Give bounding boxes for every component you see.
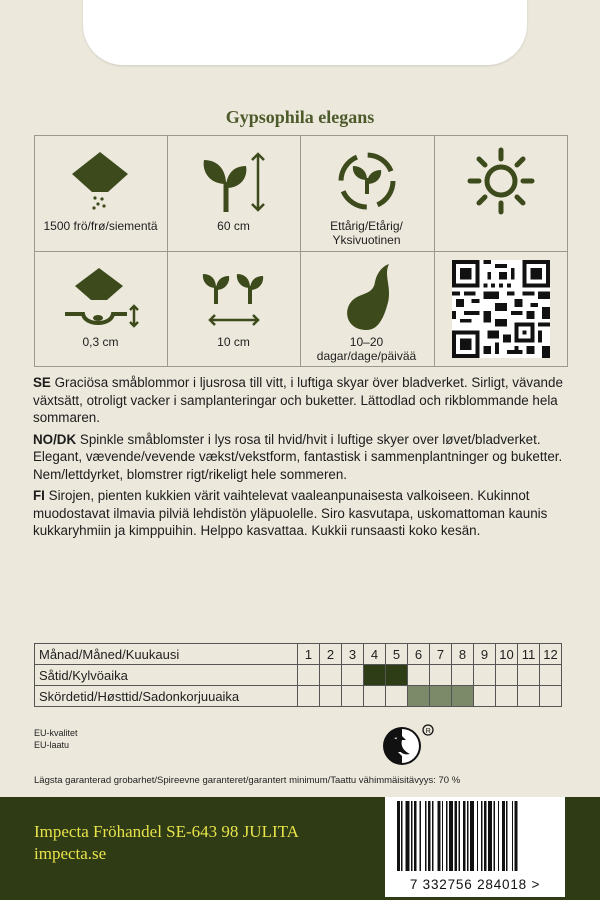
description-no-dk: NO/DK Spinkle småblomster i lys rosa til hvid/hvit i luftige skyer over løvet/bladverket. Elegant, vævende/vevende vækst/vekstform, fantastisk i sammenplantninger og buketter. Nem/lettdyrket, blomstrer rigt/rikeligt hele sommeren. [33,431,563,482]
website-link[interactable]: impecta.se [34,844,107,863]
description-se: SE Graciösa småblommor i ljusrosa till vitt, i luftiga skyar över bladverket. Sirligt, vävande växtsätt, otroligt vacker i samplanteringar och buketter. Lättodlad och rikblommande hela sommaren. [33,375,563,425]
description-block [33,374,573,544]
barcode-number: 7 332756 284018 > [385,875,565,897]
hang-tab [83,0,527,65]
description-fi: FI Sirojen, pienten kukkien värit vaihtelevat vaaleanpunaisesta valkoiseen. Kukinnot muodostavat ilmavia pilviä lehdistön yläpuolelle. Siro kasvutapa, uskomattoman kaunis kukkaryhmiin ja kimppuihin. Helppo kasvattaa. Kukkii runsaasti koko kesän. [33,488,548,538]
sowing-calendar: Månad/Måned/Kuukausi 1 2 3 4 5 6 7 8 9 10 11 12 Såtid/Kylvöaika Skördetid/Høsttid/Sadonkorjuuaika [34,643,562,707]
qr-cell [434,251,567,367]
plant-height-cell [167,135,300,251]
sowing-row: Såtid/Kylvöaika [35,665,562,686]
germination-guarantee: Lägsta garanterad grobarhet/Spireevne garanteret/garantert minimum/Taattu vähimmäisitävyys: 70 % [34,775,461,786]
svg-text:R: R [425,727,431,735]
barcode [385,797,565,875]
plant-height-icon [198,148,270,214]
harvest-row: Skördetid/Høsttid/Sadonkorjuuaika [35,686,562,707]
calendar-header: Månad/Måned/Kuukausi [35,644,298,665]
green-dot-recycling-icon [380,722,436,770]
info-grid [34,135,568,367]
footer [0,797,600,900]
plant-height-label: 60 cm [217,219,250,233]
sowing-depth-label: 0,3 cm [82,335,119,349]
annual-cell [300,135,433,251]
plant-spacing-label: 10 cm [217,335,250,349]
species-title: Gypsophila elegans [225,107,375,127]
sun-icon [466,146,536,216]
germination-icon [337,262,397,332]
eu-quality: EU-kvalitet EU-laatu [34,728,78,750]
sowing-depth-icon [61,264,141,330]
seed-count-cell [34,135,167,251]
seed-packet-icon [66,148,136,214]
germination-time-label: 10–20 dagar/dage/päivää [316,335,417,363]
company-info: Impecta Fröhandel SE-643 98 JULITA impecta.se [34,822,299,863]
plant-spacing-cell [167,251,300,367]
annual-cycle-icon [334,148,400,214]
qr-code-icon[interactable] [452,260,550,358]
sowing-depth-cell [34,251,167,367]
germination-time-cell [300,251,433,367]
seed-count-label: 1500 frö/frø/siementä [43,219,158,233]
annual-label: Ettårig/Etårig/ Yksivuotinen [330,219,403,247]
plant-spacing-icon [196,264,272,330]
sun-cell [434,135,567,251]
